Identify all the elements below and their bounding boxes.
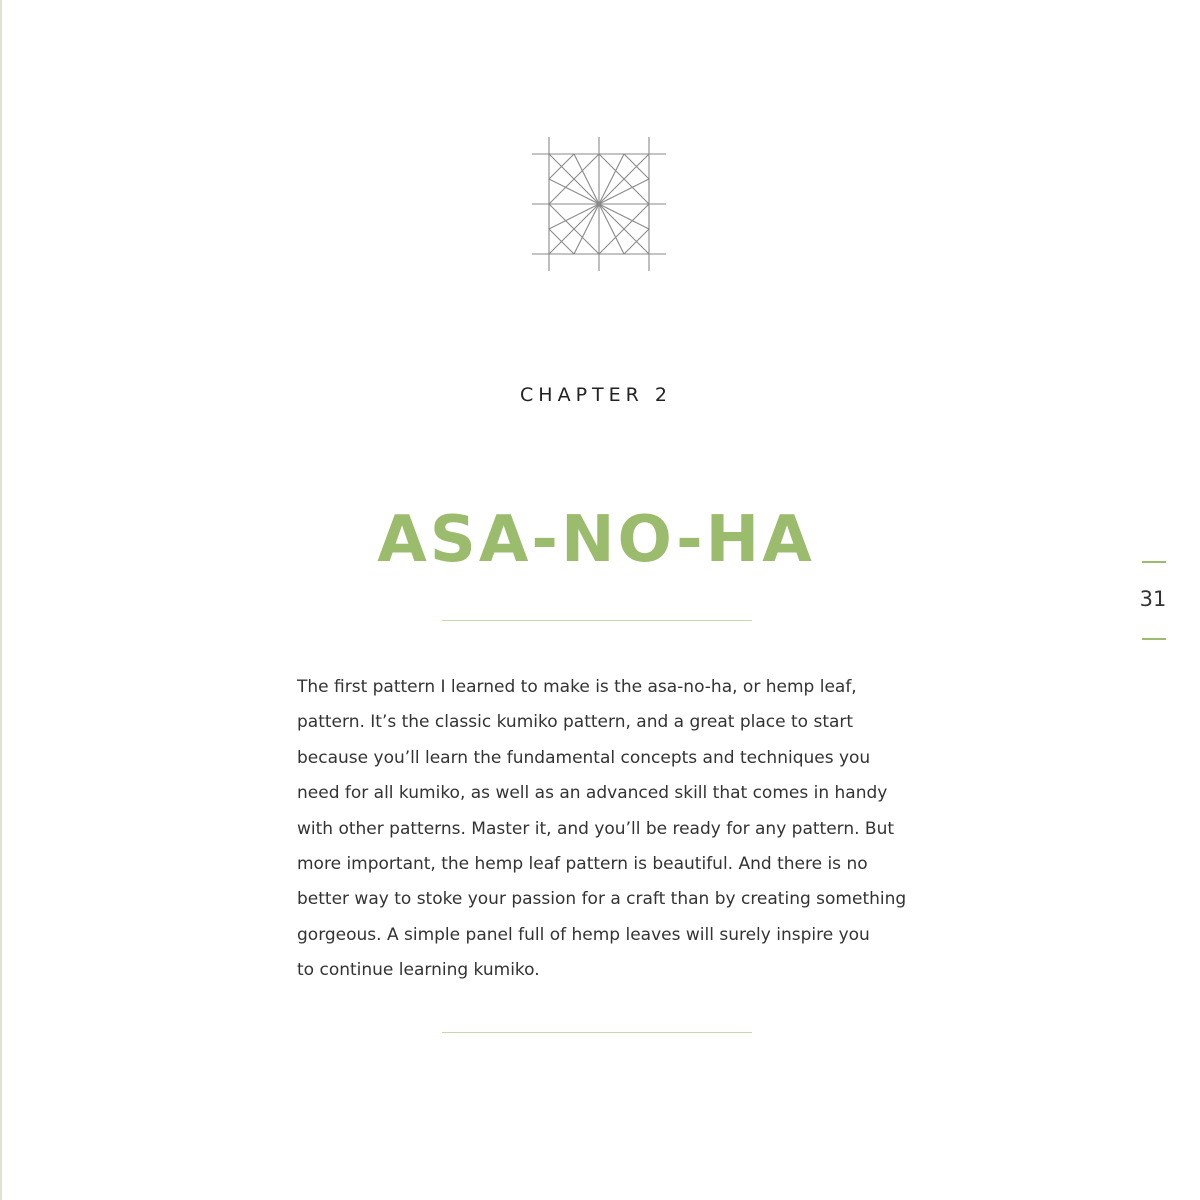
paragraph-line: The first pattern I learned to make is the asa-no-ha, or hemp leaf, [297,677,857,697]
chapter-intro-paragraph [297,670,907,989]
paragraph-line: better way to stoke your passion for a craft than by creating something [297,889,907,910]
page-gutter-edge [0,0,2,1200]
folio-rule-top [1142,561,1166,563]
paragraph-line: gorgeous. A simple panel full of hemp leaves will surely inspire you [297,924,870,945]
page-number: 31 [1139,587,1167,611]
closing-divider [442,1032,752,1033]
title-divider [442,620,752,621]
asa-no-ha-hemp-leaf-icon [532,137,666,271]
paragraph-line: to continue learning kumiko. [297,960,540,981]
paragraph-line: with other patterns. Master it, and you’ll be ready for any pattern. But [297,818,895,839]
folio-rule-bottom [1142,638,1166,640]
paragraph-line: pattern. It’s the classic kumiko pattern, and a great place to start [297,712,854,733]
paragraph-line: need for all kumiko, as well as an advanced skill that comes in handy [297,783,888,804]
chapter-title: ASA-NO-HA [377,503,815,577]
paragraph-line: more important, the hemp leaf pattern is beautiful. And there is no [297,854,868,875]
chapter-label: CHAPTER 2 [520,384,672,406]
paragraph-line: because you’ll learn the fundamental concepts and techniques you [297,747,871,768]
